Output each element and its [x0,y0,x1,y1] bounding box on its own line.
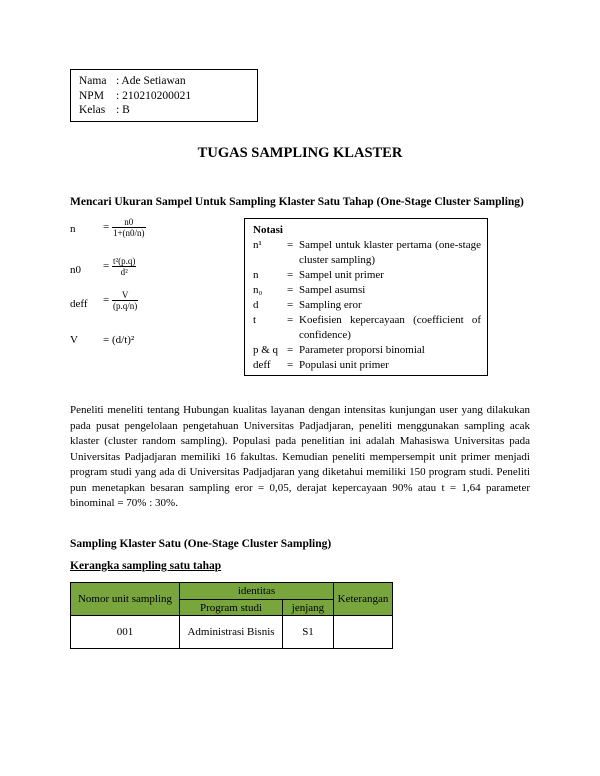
formula-n: = $\frac{n0}{1+(n0/n)}$ [103,217,145,238]
notasi-row: deff = Populasi unit primer [253,359,389,371]
notasi-row: n₀ = Sampel asumsi [253,284,366,296]
cell-jenjang: S1 [283,616,334,649]
identity-nama: Nama : Ade Setiawan [79,75,186,87]
formula-v: = (d/t)² [103,334,135,346]
notasi-box [244,218,488,376]
formula-deff: = $\frac{V}{(p.q/n)}$ [103,290,138,311]
identity-npm: NPM : 210210200021 [79,89,192,102]
cell-nomor: 001 [71,616,180,649]
table-row [71,616,393,649]
header-identitas: identitas [180,583,334,600]
formula-n0-label: n0 [70,264,81,276]
cell-prodi: Administrasi Bisnis [180,616,283,649]
section1-heading: Mencari Ukuran Sampel Untuk Sampling Klaster Satu Tahap (One-Stage Cluster Sampling) [70,196,524,208]
header-keterangan: Keterangan [334,583,393,616]
notasi-row: n = Sampel unit primer [253,269,384,281]
formula-n0: = $\frac{\text{t²(p.q)}}{\text{d²}}$ [103,256,136,277]
header-prodi: Program studi [180,600,283,616]
table-subheading: Kerangka sampling satu tahap [70,560,222,572]
notasi-row: n¹ = Sampel untuk klaster pertama (one-stage cluster sampling) [253,239,481,266]
header-jenjang: jenjang [283,600,334,616]
header-nomor: Nomor unit sampling [71,583,180,616]
notasi-row: d = Sampling eror [253,299,362,311]
page-title: TUGAS SAMPLING KLASTER [197,145,403,161]
description-paragraph: Peneliti meneliti tentang Hubungan kualitas layanan dengan intensitas kunjungan user yang dilakukan pada pusat pengelolaan pengetahuan Universitas Padjadjaran, peneliti menggunakan sampling acak klaster (cluster random sampling). Populasi pada penelitian ini adalah Mahasiswa Universitas pada Universitas Padjadjaran memiliki 16 fakultas. Kemudian peneliti mempersempit unit primer menjadi program studi yang ada di Universitas Padjadjaran yang diketahui memiliki 150 program studi. Peneliti pun menetapkan besaran sampling eror = 0,05, derajat kepercayaan 90% atau t = 1,64 parameter binominal = 70% : 30%. [70,404,530,509]
section2-heading: Sampling Klaster Satu (One-Stage Cluster Sampling) [70,538,332,550]
notasi-row: p & q = Parameter proporsi binomial [253,344,425,356]
notasi-title: Notasi [253,224,283,236]
formula-v-label: V [70,334,78,346]
notasi-row: t = Koefisien kepercayaan (coefficient of confidence) [253,314,481,341]
formula-deff-label: deff [70,298,88,310]
cell-keterangan [334,616,393,649]
formula-n-label: n [70,223,76,235]
sampling-frame-table [70,582,393,649]
identity-kelas: Kelas : B [79,104,130,116]
identity-box [70,69,258,122]
